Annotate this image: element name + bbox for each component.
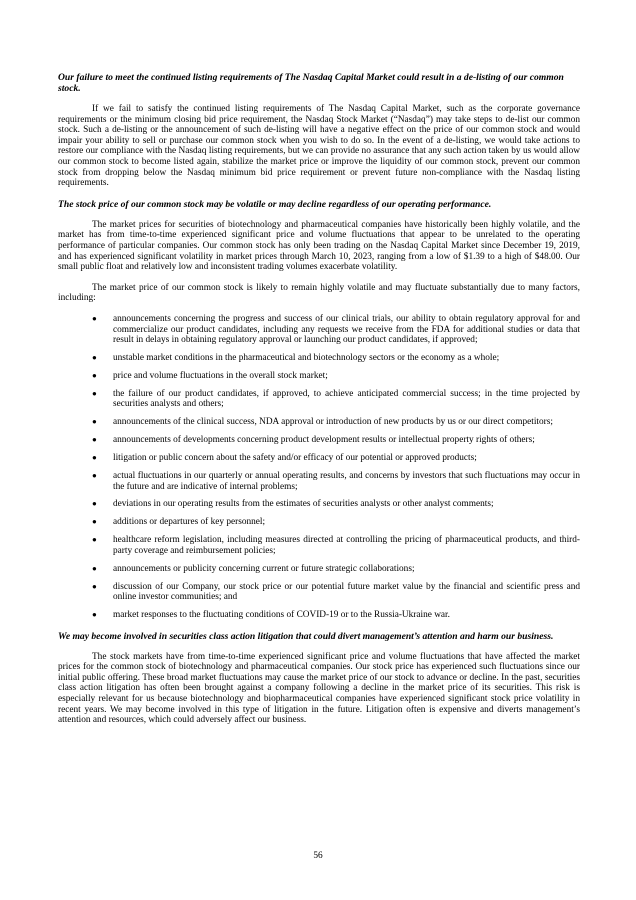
paragraph-factors-intro: The market price of our common stock is likely to remain highly volatile and may fluctuate substantially due to many factors, including: <box>58 282 580 304</box>
bullet-icon: ● <box>92 535 97 545</box>
list-item <box>58 535 580 556</box>
list-item <box>58 417 580 428</box>
list-item-text: actual fluctuations in our quarterly or annual operating results, and concerns by investors that such fluctuations may occur in the future and are indicative of internal problems; <box>113 470 580 492</box>
list-item-text: healthcare reform legislation, including measures directed at controlling the pricing of pharmaceutical products, and third-party coverage and reimbursement policies; <box>113 535 580 556</box>
list-item <box>58 517 580 528</box>
section-heading-nasdaq-listing: Our failure to meet the continued listing requirements of The Nasdaq Capital Market could result in a de-listing of our common stock. <box>58 72 564 94</box>
list-item-text: the failure of our product candidates, if approved, to achieve anticipated commercial success; in the time projected by securities analysts and others; <box>113 388 580 410</box>
page-number: 56 <box>313 851 323 861</box>
list-item <box>58 435 580 446</box>
list-item-text: additions or departures of key personnel; <box>113 517 266 528</box>
list-item <box>58 471 580 492</box>
paragraph-market-prices: The market prices for securities of biotechnology and pharmaceutical companies have historically been highly volatile, and the market has from time-to-time experienced significant price and volume fluctuations that appear to be unrelated to the operating performance of particular companies. Our common stock has only been trading on the Nasdaq Capital Market since December 19, 2019, and has experienced significant volatility in market prices through March 10, 2023, ranging from a low of $1.39 to a high of $48.00. Our small public float and relatively low and inconsistent trading volumes exacerbate volatility. <box>58 219 580 273</box>
list-item-text: deviations in our operating results from the estimates of securities analysts or other analyst comments; <box>113 499 494 510</box>
section-heading-class-action: We may become involved in securities class action litigation that could divert management’s attention and harm our business. <box>58 630 554 642</box>
bullet-icon: ● <box>92 453 97 463</box>
list-item <box>58 582 580 603</box>
list-item <box>58 610 580 621</box>
bullet-icon: ● <box>92 313 97 323</box>
bullet-icon: ● <box>92 517 97 527</box>
bullet-icon: ● <box>92 610 97 620</box>
list-item-text: litigation or public concern about the safety and/or efficacy of our potential or approved products; <box>113 453 477 464</box>
list-item <box>58 314 580 346</box>
bullet-icon: ● <box>92 470 97 480</box>
list-item-text: market responses to the fluctuating conditions of COVID-19 or to the Russia-Ukraine war. <box>113 610 450 621</box>
list-item-text: price and volume fluctuations in the overall stock market; <box>113 370 328 381</box>
bullet-icon: ● <box>92 388 97 398</box>
section-heading-stock-volatility: The stock price of our common stock may be volatile or may decline regardless of our operating performance. <box>58 198 492 210</box>
list-item <box>58 371 580 382</box>
bullet-icon: ● <box>92 499 97 509</box>
bullet-icon: ● <box>92 370 97 380</box>
list-item-text: discussion of our Company, our stock price or our potential future market value by the financial and scientific press and online investor communities; and <box>113 581 580 603</box>
bullet-icon: ● <box>92 435 97 445</box>
list-item <box>58 564 580 575</box>
paragraph-nasdaq-listing: If we fail to satisfy the continued listing requirements of The Nasdaq Capital Market, such as the corporate governance requirements or the minimum closing bid price requirement, the Nasdaq Stock Market (“Nasdaq”) may take steps to de-list our common stock. Such a de-listing or the announcement of such de-listing will have a negative effect on the price of our common stock and would impair your ability to sell or purchase our common stock when you wish to do so. In the event of a de-listing, we would take actions to restore our compliance with the Nasdaq listing requirements, but we can provide no assurance that any such action taken by us would allow our common stock to become listed again, stabilize the market price or improve the liquidity of our common stock, prevent our common stock from dropping below the Nasdaq minimum bid price requirement or prevent future non-compliance with the Nasdaq listing requirements. <box>58 104 580 189</box>
list-item-text: announcements of the clinical success, NDA approval or introduction of new products by us or our direct competitors; <box>113 417 553 428</box>
list-item-text: unstable market conditions in the pharmaceutical and biotechnology sectors or the economy as a whole; <box>113 352 500 363</box>
list-item <box>58 499 580 510</box>
list-item-text: announcements or publicity concerning current or future strategic collaborations; <box>113 563 415 574</box>
list-item-text: announcements of developments concerning product development results or intellectual property rights of others; <box>113 435 535 446</box>
bullet-icon: ● <box>92 417 97 427</box>
document-page <box>58 72 580 736</box>
bullet-icon: ● <box>92 352 97 362</box>
list-item <box>58 389 580 410</box>
bullet-icon: ● <box>92 581 97 591</box>
bullet-icon: ● <box>92 563 97 573</box>
list-item <box>58 353 580 364</box>
list-item <box>58 453 580 464</box>
list-item-text: announcements concerning the progress and success of our clinical trials, our ability to obtain regulatory approval for and commercialize our product candidates, including any requests we receive from the FDA for additional studies or data that result in delays in obtaining regulatory approval or launching our product candidates, if approved; <box>113 313 580 346</box>
factors-list <box>58 314 580 621</box>
paragraph-class-action: The stock markets have from time-to-time experienced significant price and volume fluctuations that have affected the market prices for the common stock of biotechnology and pharmaceutical companies. Our stock price has experienced such fluctuations since our initial public offering. These broad market fluctuations may cause the market price of our stock to advance or decline. In the past, securities class action litigation has often been brought against a company following a decline in the market price of its securities. This risk is especially relevant for us because biotechnology and biopharmaceutical companies have experienced significant stock price volatility in recent years. We may become involved in this type of litigation in the future. Litigation often is expensive and diverts management’s attention and resources, which could adversely affect our business. <box>58 651 580 726</box>
